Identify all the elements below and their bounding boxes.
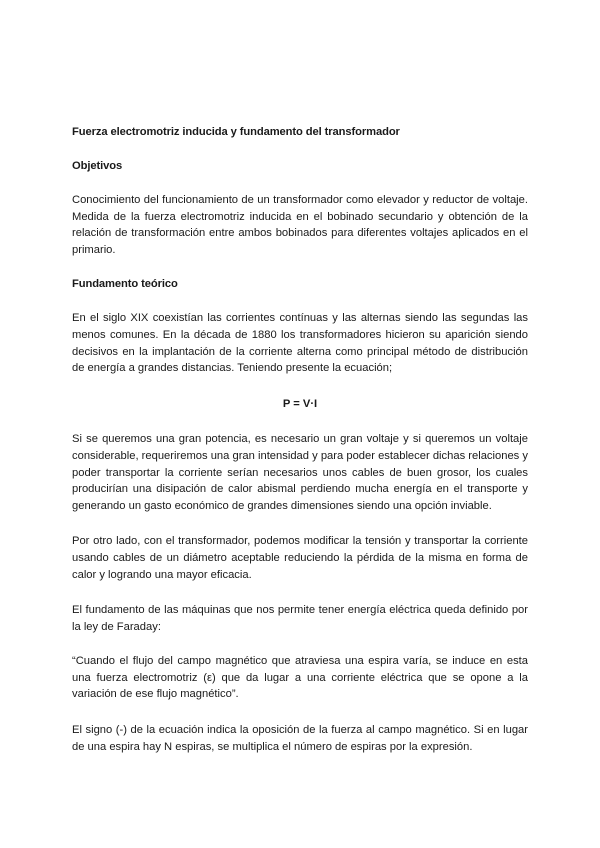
faraday-intro-paragraph: El fundamento de las máquinas que nos permite tener energía eléctrica queda definido por la ley de Faraday:	[72, 604, 528, 633]
objectives-paragraph: Conocimiento del funcionamiento de un transformador como elevador y reductor de voltaje. Medida de la fuerza electromotriz inducida en el bobinado secundario y obtención de la relación de transformación entre ambos bobinados para diferentes voltajes aplicados en el primario.	[72, 194, 528, 256]
document-title: Fuerza electromotriz inducida y fundamento del transformador	[72, 126, 400, 138]
theory-heading: Fundamento teórico	[72, 278, 178, 291]
transformer-paragraph: Por otro lado, con el transformador, podemos modificar la tensión y transportar la corriente usando cables de un diámetro aceptable reduciendo la pérdida de la misma en forma de calor y logrando una mayor eficacia.	[72, 535, 528, 581]
history-paragraph: En el siglo XIX coexistían las corrientes contínuas y las alternas siendo las segundas las menos comunes. En la década de 1880 los transformadores hicieron su aparición siendo decisivos en la implantación de la corriente alterna como principal método de distribución de energía a grandes distancias. Teniendo presente la ecuación;	[72, 312, 528, 375]
objectives-heading: Objetivos	[72, 160, 123, 172]
faraday-quote: “Cuando el flujo del campo magnético que atraviesa una espira varía, se induce en esta una fuerza electromotriz (ε) que da lugar a una corriente eléctrica que se opone a la variación de ese flujo magnético”.	[72, 655, 528, 701]
sign-paragraph: El signo (-) de la ecuación indica la oposición de la fuerza al campo magnético. Si en lugar de una espira hay N espiras, se multiplica el número de espiras por la expresión.	[72, 724, 528, 753]
power-paragraph: Si se queremos una gran potencia, es necesario un gran voltaje y si queremos un voltaje considerable, requeriremos una gran intensidad y para poder establecer dichas relaciones y poder transportar la corriente serían necesarios unos cables de buen grosor, los cuales producirían una disipación de calor abismal perdiendo mucha energía en el transporte y generando un gasto económico de grandes dimensiones siendo una opción inviable.	[72, 433, 528, 512]
power-equation: P = V·I	[282, 397, 318, 410]
